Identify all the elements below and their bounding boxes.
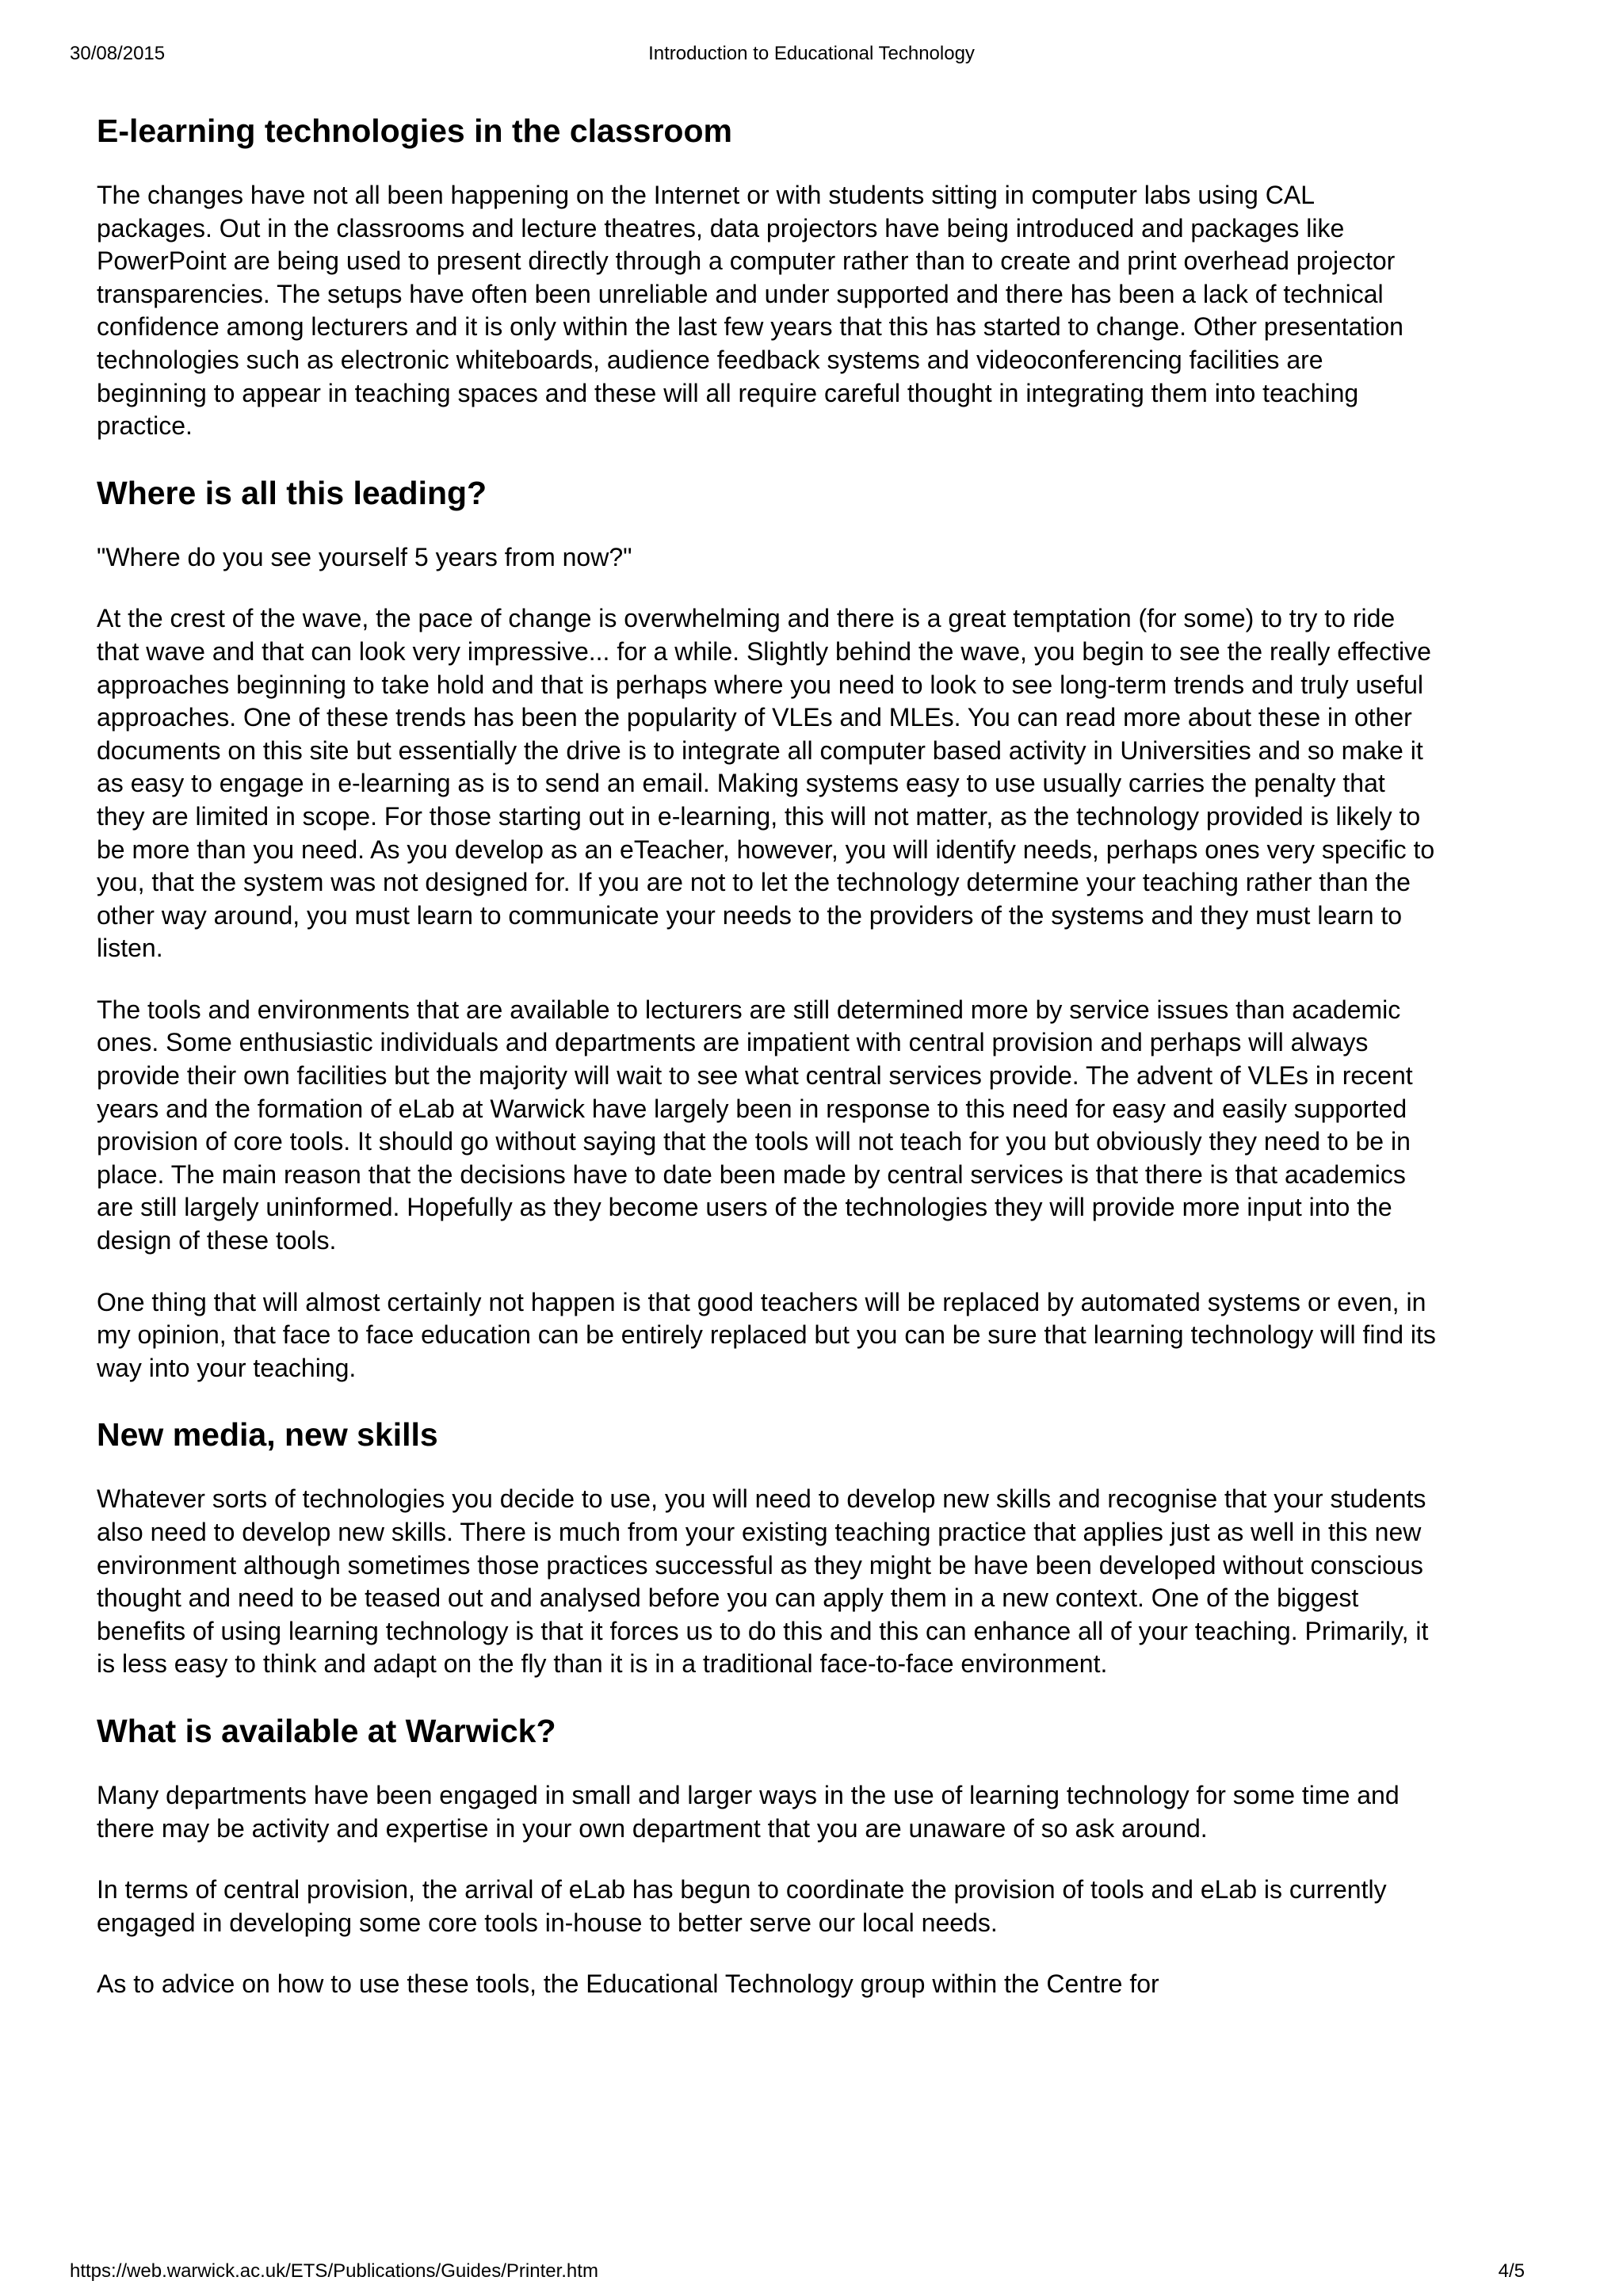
section-heading: What is available at Warwick? [97,1712,556,1749]
paragraph: At the crest of the wave, the pace of change is overwhelming and there is a great temptation (for some) to try to ride that wave and that can look very impressive... for a while. Slightly behind the wave, you begin to see the really effective approaches beginning to take hold and that is perhaps where you need to look to see long-term trends and truly useful approaches. One of these trends has been the popularity of VLEs and MLEs. You can read more about these in other documents on this site but essentially the drive is to integrate all computer based activity in Universities and so make it as easy to engage in e-learning as is to send an email. Making systems easy to use usually carries the penalty that they are limited in scope. For those starting out in e-learning, this will not matter, as the technology provided is likely to be more than you need. As you develop as an eTeacher, however, you will identify needs, perhaps ones very specific to you, that the system was not designed for. If you are not to let the technology determine your teaching rather than the other way around, you must learn to communicate your needs to the providers of the systems and they must learn to listen. [97,604,1435,963]
paragraph: Many departments have been engaged in small and larger ways in the use of learning technology for some time and there may be activity and expertise in your own department that you are unaware of so ask around. [97,1780,1400,1843]
print-footer [0,2259,1623,2287]
section-heading: Where is all this leading? [97,474,487,511]
paragraph: The changes have not all been happening on the Internet or with students sitting in computer labs using CAL packages. Out in the classrooms and lecture theatres, data projectors have being introduced and packages like PowerPoint are being used to present directly through a computer rather than to create and print overhead projector transparencies. The setups have often been unreliable and under supported and there has been a lack of technical confidence among lecturers and it is only within the last few years that this has started to change. Other presentation technologies such as electronic whiteboards, audience feedback systems and videoconferencing facilities are beginning to appear in teaching spaces and these will all require careful thought in integrating them into teaching practice. [97,181,1403,441]
quote-paragraph: "Where do you see yourself 5 years from now?" [97,542,632,571]
document-content [97,109,1436,2030]
paragraph: In terms of central provision, the arrival of eLab has begun to coordinate the provision of tools and eLab is currently engaged in developing some core tools in-house to better serve our local needs. [97,1875,1387,1937]
print-title: Introduction to Educational Technology [648,43,975,64]
section-where-leading [97,472,1436,1385]
paragraph: One thing that will almost certainly not happen is that good teachers will be replaced by automated systems or even, in my opinion, that face to face education can be entirely replaced but you can be sure that learning technology will find its way into your teaching. [97,1287,1436,1382]
print-url: https://web.warwick.ac.uk/ETS/Publications/Guides/Printer.htm [70,2260,598,2282]
page-number: 4/5 [1498,2260,1525,2282]
print-date: 30/08/2015 [70,43,166,64]
section-elearning-classroom [97,109,1436,443]
paragraph: Whatever sorts of technologies you decide to use, you will need to develop new skills and recognise that your students also need to develop new skills. There is much from your existing teaching practice that applies just as well in this new environment although sometimes those practices successful as they might be have been developed without conscious thought and need to be teased out and analysed before you can apply them in a new context. One of the biggest benefits of using learning technology is that it forces us to do this and this can enhance all of your teaching. Primarily, it is less easy to think and adapt on the fly than it is in a traditional face-to-face environment. [97,1484,1429,1679]
print-header [0,41,1623,73]
section-heading: E-learning technologies in the classroom [97,113,732,149]
paragraph: The tools and environments that are available to lecturers are still determined more by service issues than academic ones. Some enthusiastic individuals and departments are impatient with central provision and perhaps will always provide their own facilities but the majority will wait to see what central services provide. The advent of VLEs in recent years and the formation of eLab at Warwick have largely been in response to this need for easy and easily supported provision of core tools. It should go without saying that the tools will not teach for you but obviously they need to be in place. The main reason that the decisions have to date been made by central services is that there is that academics are still largely uninformed. Hopefully as they become users of the technologies they will provide more input into the design of these tools. [97,995,1413,1255]
paragraph: As to advice on how to use these tools, the Educational Technology group within the Centre for [97,1969,1159,1999]
section-heading: New media, new skills [97,1416,438,1454]
section-new-media [97,1413,1436,1681]
section-warwick [97,1710,1436,2001]
